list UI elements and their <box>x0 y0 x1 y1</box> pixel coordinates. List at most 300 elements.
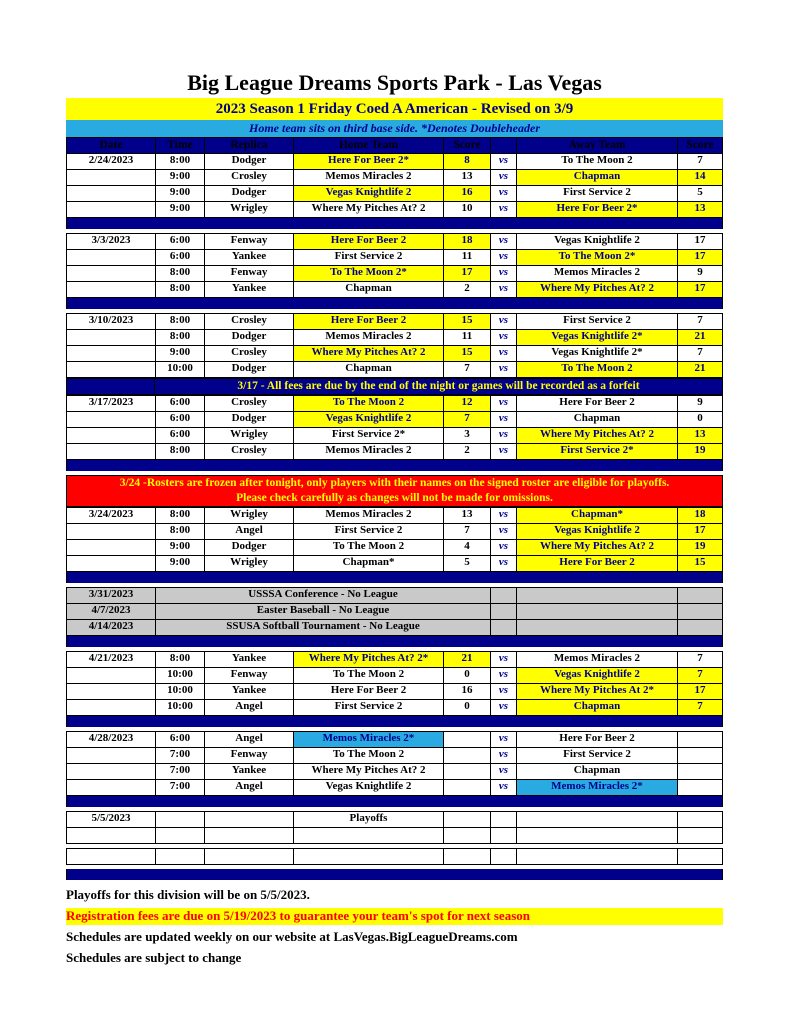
schedule-section <box>66 395 723 460</box>
game-date: 3/3/2023 <box>91 234 131 246</box>
schedule-content <box>66 70 723 971</box>
game-row <box>67 812 722 827</box>
vs-label: vs <box>490 540 516 555</box>
away-score <box>677 849 722 864</box>
away-team: Here For Beer 2* <box>516 202 677 217</box>
away-score: 9 <box>677 396 722 411</box>
vs-label: vs <box>490 668 516 683</box>
game-time: 9:00 <box>155 170 204 185</box>
game-replica: Dodger <box>204 330 293 345</box>
game-row <box>67 345 722 361</box>
vs-label: vs <box>490 780 516 795</box>
home-team: Where My Pitches At? 2 <box>293 346 443 361</box>
game-date <box>67 330 155 345</box>
away-team: Vegas Knightlife 2 <box>516 234 677 249</box>
game-replica: Crosley <box>204 444 293 459</box>
away-score <box>677 828 722 843</box>
vs-label: vs <box>490 234 516 249</box>
game-time: 6:00 <box>155 396 204 411</box>
home-score: 5 <box>443 556 490 571</box>
banner-lines <box>67 476 722 506</box>
away-score: 17 <box>677 684 722 699</box>
vs-label: vs <box>490 700 516 715</box>
game-time <box>155 849 204 864</box>
game-replica: Wrigley <box>204 508 293 523</box>
away-score: 7 <box>677 314 722 329</box>
game-replica: Crosley <box>204 314 293 329</box>
game-date <box>67 428 155 443</box>
game-time: 6:00 <box>155 428 204 443</box>
game-row <box>67 443 722 459</box>
away-team: Vegas Knightlife 2 <box>516 524 677 539</box>
game-row <box>67 539 722 555</box>
home-score: 11 <box>443 250 490 265</box>
game-date: 4/21/2023 <box>88 652 134 664</box>
game-time: 10:00 <box>155 668 204 683</box>
header-date: Date <box>99 139 123 151</box>
game-date: 3/10/2023 <box>88 314 134 326</box>
section-separator-bar <box>66 298 723 309</box>
home-team: Memos Miracles 2 <box>293 444 443 459</box>
game-row <box>67 185 722 201</box>
game-replica: Angel <box>204 780 293 795</box>
home-score: 21 <box>443 652 490 667</box>
game-row <box>67 234 722 249</box>
home-team: First Service 2 <box>293 524 443 539</box>
home-score: 15 <box>443 346 490 361</box>
home-team: To The Moon 2 <box>293 540 443 555</box>
game-replica: Wrigley <box>204 428 293 443</box>
game-replica: Yankee <box>204 250 293 265</box>
game-replica: Dodger <box>204 540 293 555</box>
no-league-row <box>67 619 722 635</box>
game-date <box>67 412 155 427</box>
header-vs-spacer <box>490 138 516 153</box>
subject-to-change-note: Schedules are subject to change <box>66 950 242 965</box>
no-league-row <box>67 603 722 619</box>
home-team: Memos Miracles 2 <box>293 508 443 523</box>
game-row <box>67 523 722 539</box>
home-score: 0 <box>443 700 490 715</box>
vs-label: vs <box>490 170 516 185</box>
notice-banner <box>66 378 723 395</box>
no-league-row <box>67 588 722 603</box>
away-score: 18 <box>677 508 722 523</box>
game-row <box>67 699 722 715</box>
notice-banner <box>66 475 723 507</box>
game-time: 8:00 <box>155 508 204 523</box>
game-replica: Dodger <box>204 154 293 169</box>
game-date <box>67 556 155 571</box>
vs-label: vs <box>490 732 516 747</box>
game-time: 10:00 <box>155 700 204 715</box>
vs-label: vs <box>490 154 516 169</box>
game-replica: Angel <box>204 524 293 539</box>
section-separator-bar <box>66 869 723 880</box>
notice-text: Please check carefully as changes will not be made for omissions. <box>236 492 553 504</box>
game-time: 9:00 <box>155 540 204 555</box>
away-score <box>677 764 722 779</box>
game-date <box>67 748 155 763</box>
game-date <box>67 764 155 779</box>
game-replica: Yankee <box>204 652 293 667</box>
game-date <box>67 362 155 377</box>
vs-label: vs <box>490 508 516 523</box>
away-score-empty <box>677 588 722 603</box>
home-score: 2 <box>443 282 490 297</box>
banner-lines <box>155 379 722 394</box>
game-row <box>67 849 722 864</box>
game-date <box>67 266 155 281</box>
away-team: Memos Miracles 2 <box>516 652 677 667</box>
vs-label: vs <box>490 764 516 779</box>
game-row <box>67 154 722 169</box>
vs-label: vs <box>490 202 516 217</box>
home-score <box>443 764 490 779</box>
away-score: 9 <box>677 266 722 281</box>
vs-label <box>490 812 516 827</box>
away-team <box>516 828 677 843</box>
game-date: 3/17/2023 <box>88 396 134 408</box>
info-banner: Home team sits on third base side. *Denotes Doubleheader <box>66 120 723 137</box>
game-row <box>67 281 722 297</box>
game-row <box>67 732 722 747</box>
away-team: Chapman <box>516 170 677 185</box>
home-team: Chapman <box>293 362 443 377</box>
game-row <box>67 747 722 763</box>
website-note: Schedules are updated weekly on our website at LasVegas.BigLeagueDreams.com <box>66 929 518 944</box>
game-time: 8:00 <box>155 330 204 345</box>
home-team: Memos Miracles 2 <box>293 330 443 345</box>
schedule-section <box>66 313 723 378</box>
home-score: 8 <box>443 154 490 169</box>
section-separator-bar <box>66 636 723 647</box>
away-score <box>677 732 722 747</box>
away-score: 7 <box>677 346 722 361</box>
away-team: Where My Pitches At? 2 <box>516 428 677 443</box>
section-separator-bar <box>66 460 723 471</box>
no-league-date: 4/14/2023 <box>67 620 155 635</box>
header-home-score: Score <box>443 138 490 153</box>
game-replica: Wrigley <box>204 556 293 571</box>
header-home-team: Home Team <box>293 138 443 153</box>
game-time: 8:00 <box>155 652 204 667</box>
home-team: Here For Beer 2 <box>293 314 443 329</box>
vs-label: vs <box>490 330 516 345</box>
vs-label: vs <box>490 186 516 201</box>
away-score: 0 <box>677 412 722 427</box>
away-team: To The Moon 2 <box>516 154 677 169</box>
away-team: First Service 2 <box>516 186 677 201</box>
home-score <box>443 732 490 747</box>
header-replica: Replica <box>204 138 293 153</box>
away-team: First Service 2 <box>516 748 677 763</box>
game-time <box>155 812 204 827</box>
vs-spacer <box>490 588 516 603</box>
game-replica: Fenway <box>204 668 293 683</box>
home-team: First Service 2 <box>293 250 443 265</box>
home-team: Vegas Knightlife 2 <box>293 780 443 795</box>
away-score-empty <box>677 620 722 635</box>
vs-label: vs <box>490 748 516 763</box>
game-replica: Dodger <box>204 186 293 201</box>
away-team: Where My Pitches At? 2 <box>516 282 677 297</box>
game-replica: Crosley <box>204 346 293 361</box>
header-away-score: Score <box>677 138 722 153</box>
home-score <box>443 828 490 843</box>
vs-label: vs <box>490 524 516 539</box>
away-team: Here For Beer 2 <box>516 396 677 411</box>
home-team: Chapman* <box>293 556 443 571</box>
home-score: 2 <box>443 444 490 459</box>
no-league-section <box>66 587 723 636</box>
schedule-section <box>66 731 723 796</box>
home-score: 10 <box>443 202 490 217</box>
home-score: 16 <box>443 186 490 201</box>
home-score <box>443 849 490 864</box>
game-replica: Yankee <box>204 764 293 779</box>
away-score: 7 <box>677 154 722 169</box>
game-replica: Fenway <box>204 748 293 763</box>
game-date <box>67 849 155 864</box>
game-replica <box>204 828 293 843</box>
away-team: First Service 2 <box>516 314 677 329</box>
game-date <box>67 524 155 539</box>
away-team: Where My Pitches At 2* <box>516 684 677 699</box>
game-row <box>67 667 722 683</box>
home-team: Playoffs <box>293 812 443 827</box>
home-score: 7 <box>443 412 490 427</box>
away-score: 13 <box>677 428 722 443</box>
away-team: First Service 2* <box>516 444 677 459</box>
vs-label: vs <box>490 652 516 667</box>
away-team <box>516 812 677 827</box>
away-team-empty <box>516 604 677 619</box>
home-team: Where My Pitches At? 2 <box>293 202 443 217</box>
vs-spacer <box>490 620 516 635</box>
game-time: 8:00 <box>155 314 204 329</box>
away-score: 15 <box>677 556 722 571</box>
footer-notes <box>66 887 723 967</box>
game-time: 9:00 <box>155 186 204 201</box>
game-replica: Dodger <box>204 362 293 377</box>
game-row <box>67 779 722 795</box>
game-date <box>67 540 155 555</box>
away-score <box>677 812 722 827</box>
game-date: 2/24/2023 <box>88 154 134 166</box>
game-row <box>67 508 722 523</box>
game-time: 8:00 <box>155 154 204 169</box>
away-team: Here For Beer 2 <box>516 556 677 571</box>
vs-label: vs <box>490 250 516 265</box>
game-time: 7:00 <box>155 748 204 763</box>
game-time: 6:00 <box>155 250 204 265</box>
schedule-section <box>66 233 723 298</box>
game-replica <box>204 812 293 827</box>
schedule-section <box>66 651 723 716</box>
playoffs-note: Playoffs for this division will be on 5/5/2023. <box>66 887 310 902</box>
away-score-empty <box>677 604 722 619</box>
home-team: To The Moon 2 <box>293 748 443 763</box>
home-team: Where My Pitches At? 2 <box>293 764 443 779</box>
game-replica: Yankee <box>204 684 293 699</box>
banner-date-stub <box>67 379 155 394</box>
game-row <box>67 249 722 265</box>
game-row <box>67 314 722 329</box>
season-banner: 2023 Season 1 Friday Coed A American - Revised on 3/9 <box>66 98 723 120</box>
away-team: Chapman <box>516 764 677 779</box>
away-team-empty <box>516 588 677 603</box>
game-time: 10:00 <box>155 362 204 377</box>
home-team <box>293 849 443 864</box>
away-score: 19 <box>677 540 722 555</box>
game-replica: Wrigley <box>204 202 293 217</box>
vs-spacer <box>490 604 516 619</box>
vs-label: vs <box>490 428 516 443</box>
game-date: 5/5/2023 <box>91 812 131 824</box>
game-time: 6:00 <box>155 234 204 249</box>
game-row <box>67 427 722 443</box>
game-replica: Dodger <box>204 412 293 427</box>
no-league-label: Easter Baseball - No League <box>155 604 490 619</box>
away-score: 17 <box>677 524 722 539</box>
home-score: 11 <box>443 330 490 345</box>
home-team: First Service 2 <box>293 700 443 715</box>
home-score: 7 <box>443 362 490 377</box>
game-row <box>67 201 722 217</box>
section-separator-bar <box>66 572 723 583</box>
game-row <box>67 827 722 843</box>
away-team: Chapman* <box>516 508 677 523</box>
away-score: 21 <box>677 330 722 345</box>
home-score: 12 <box>443 396 490 411</box>
game-row <box>67 361 722 377</box>
section-separator-bar <box>66 218 723 229</box>
vs-label: vs <box>490 282 516 297</box>
home-team: To The Moon 2 <box>293 396 443 411</box>
home-score <box>443 812 490 827</box>
game-time <box>155 828 204 843</box>
away-score: 17 <box>677 250 722 265</box>
vs-label: vs <box>490 266 516 281</box>
away-score: 7 <box>677 652 722 667</box>
home-team <box>293 828 443 843</box>
home-team: Memos Miracles 2* <box>293 732 443 747</box>
away-score: 14 <box>677 170 722 185</box>
game-replica: Yankee <box>204 282 293 297</box>
away-team: Vegas Knightlife 2 <box>516 668 677 683</box>
home-score: 13 <box>443 170 490 185</box>
game-date: 4/28/2023 <box>88 732 134 744</box>
vs-label: vs <box>490 556 516 571</box>
game-date <box>67 346 155 361</box>
home-team: Vegas Knightlife 2 <box>293 186 443 201</box>
game-time: 9:00 <box>155 202 204 217</box>
away-score: 7 <box>677 700 722 715</box>
schedule-section <box>66 153 723 218</box>
game-date <box>67 828 155 843</box>
no-league-date: 3/31/2023 <box>67 588 155 603</box>
home-team: Where My Pitches At? 2* <box>293 652 443 667</box>
away-team: Chapman <box>516 412 677 427</box>
home-score: 16 <box>443 684 490 699</box>
schedule-table-body <box>66 153 723 880</box>
vs-label: vs <box>490 346 516 361</box>
game-time: 8:00 <box>155 444 204 459</box>
home-score: 0 <box>443 668 490 683</box>
away-score: 5 <box>677 186 722 201</box>
home-score: 4 <box>443 540 490 555</box>
away-team: Vegas Knightlife 2* <box>516 330 677 345</box>
game-date <box>67 780 155 795</box>
vs-label <box>490 849 516 864</box>
vs-label: vs <box>490 362 516 377</box>
game-replica <box>204 849 293 864</box>
game-row <box>67 329 722 345</box>
away-team: Here For Beer 2 <box>516 732 677 747</box>
section-separator-bar <box>66 716 723 727</box>
header-time: Time <box>155 138 204 153</box>
game-time: 8:00 <box>155 524 204 539</box>
game-row <box>67 396 722 411</box>
away-score: 17 <box>677 282 722 297</box>
game-date <box>67 282 155 297</box>
schedule-section <box>66 507 723 572</box>
game-time: 7:00 <box>155 764 204 779</box>
vs-label: vs <box>490 396 516 411</box>
home-team: Memos Miracles 2 <box>293 170 443 185</box>
game-replica: Fenway <box>204 266 293 281</box>
game-time: 10:00 <box>155 684 204 699</box>
away-team: Memos Miracles 2 <box>516 266 677 281</box>
home-score: 7 <box>443 524 490 539</box>
away-score: 17 <box>677 234 722 249</box>
away-team: Vegas Knightlife 2* <box>516 346 677 361</box>
section-separator-bar <box>66 796 723 807</box>
game-row <box>67 683 722 699</box>
game-replica: Angel <box>204 732 293 747</box>
vs-label: vs <box>490 444 516 459</box>
game-date: 3/24/2023 <box>88 508 134 520</box>
away-team: Chapman <box>516 700 677 715</box>
vs-label: vs <box>490 314 516 329</box>
game-replica: Crosley <box>204 170 293 185</box>
home-score: 13 <box>443 508 490 523</box>
home-team: Vegas Knightlife 2 <box>293 412 443 427</box>
away-score <box>677 780 722 795</box>
game-row <box>67 652 722 667</box>
game-row <box>67 169 722 185</box>
game-time: 6:00 <box>155 732 204 747</box>
home-team: Here For Beer 2 <box>293 684 443 699</box>
game-row <box>67 555 722 571</box>
away-score: 21 <box>677 362 722 377</box>
game-date <box>67 250 155 265</box>
header-away-team: Away Team <box>516 138 677 153</box>
game-replica: Crosley <box>204 396 293 411</box>
game-time: 7:00 <box>155 780 204 795</box>
game-date <box>67 444 155 459</box>
game-date <box>67 684 155 699</box>
no-league-label: SSUSA Softball Tournament - No League <box>155 620 490 635</box>
home-team: To The Moon 2* <box>293 266 443 281</box>
no-league-date: 4/7/2023 <box>67 604 155 619</box>
away-team: To The Moon 2* <box>516 250 677 265</box>
vs-label: vs <box>490 684 516 699</box>
away-score: 7 <box>677 668 722 683</box>
home-team: Chapman <box>293 282 443 297</box>
game-date <box>67 700 155 715</box>
